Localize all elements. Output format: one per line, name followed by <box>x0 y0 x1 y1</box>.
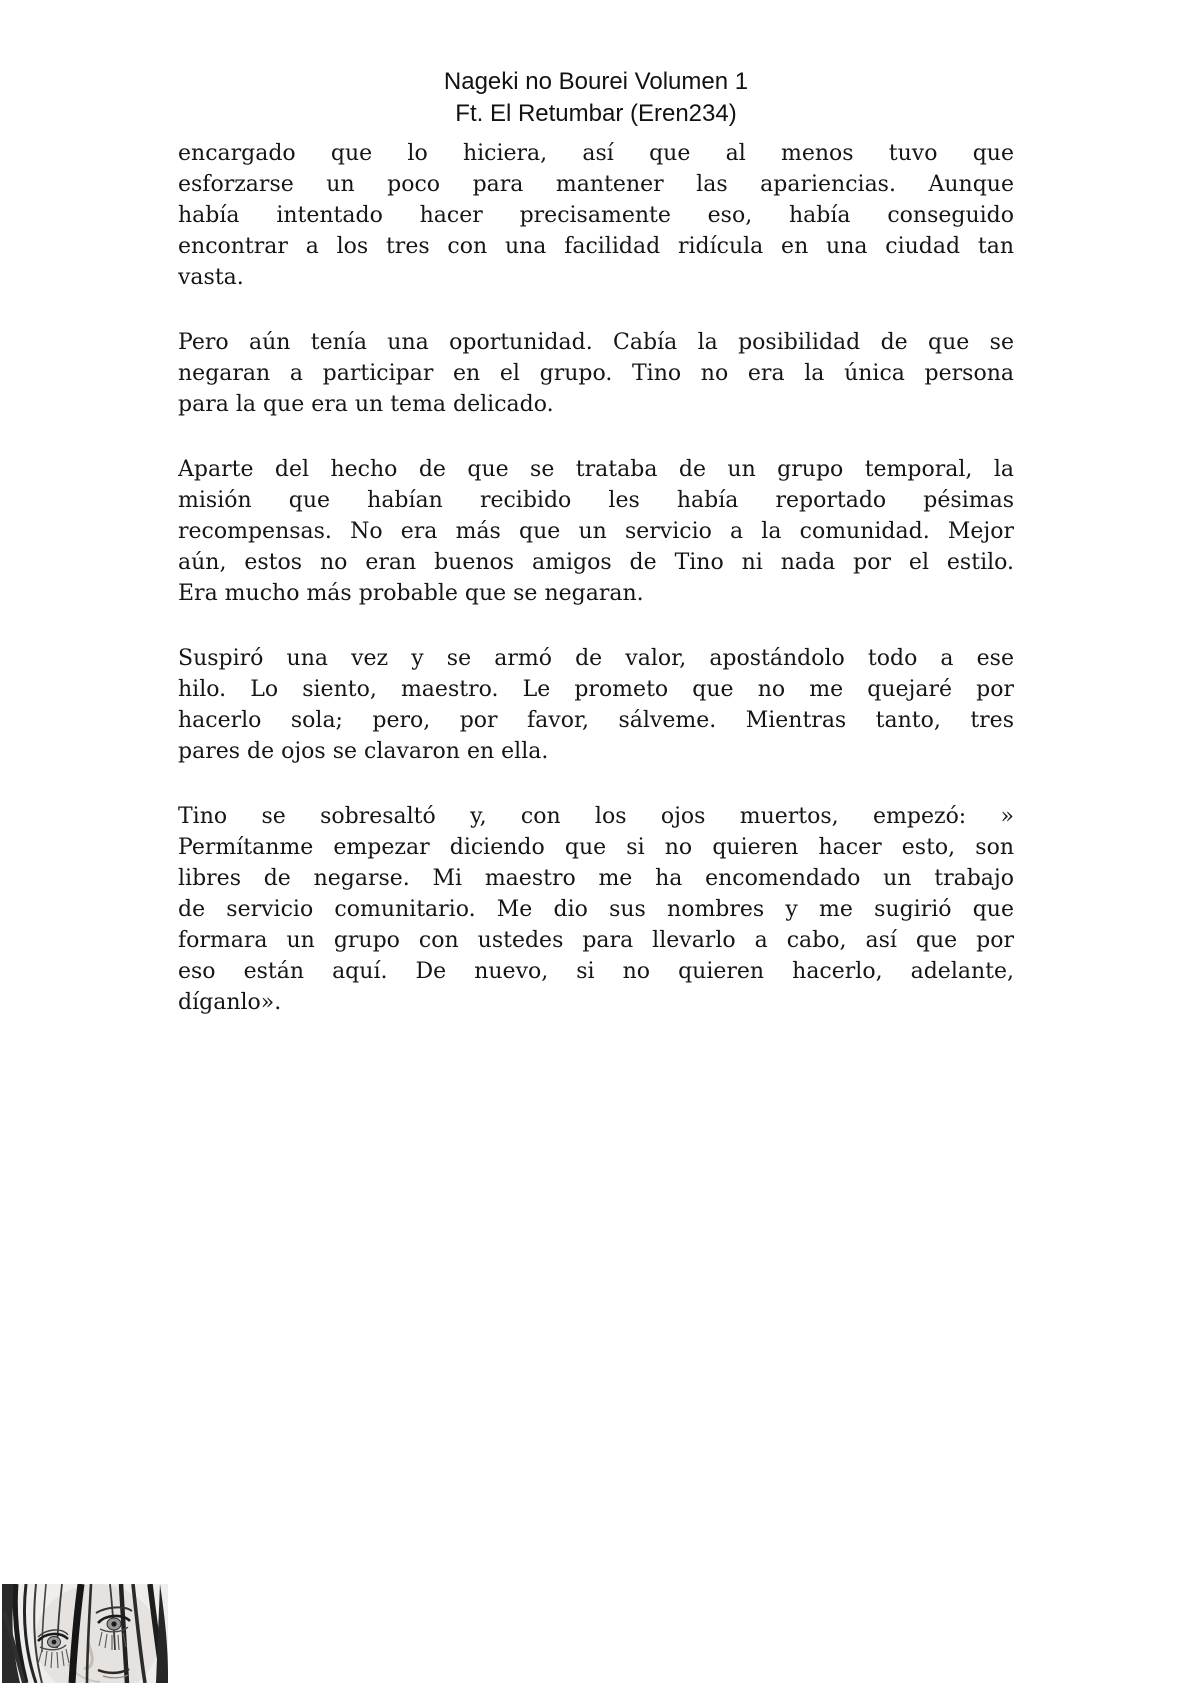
text-line: libres de negarse. Mi maestro me ha encomendado un trabajo <box>178 866 1014 891</box>
document-content <box>178 66 1014 1018</box>
text-line: esforzarse un poco para mantener las apariencias. Aunque <box>178 172 1014 197</box>
text-line: aún, estos no eran buenos amigos de Tino ni nada por el estilo. <box>178 550 1014 575</box>
paragraph <box>178 643 1014 767</box>
text-line: hilo. Lo siento, maestro. Le prometo que no me quejaré por <box>178 677 1014 702</box>
text-line: recompensas. No era más que un servicio a la comunidad. Mejor <box>178 519 1014 544</box>
paragraph <box>178 454 1014 609</box>
footer-illustration <box>2 1584 168 1683</box>
text-line: Era mucho más probable que se negaran. <box>178 581 644 606</box>
text-line: encontrar a los tres con una facilidad ridícula en una ciudad tan <box>178 234 1014 259</box>
document-subtitle: Ft. El Retumbar (Eren234) <box>455 100 737 127</box>
text-line: pares de ojos se clavaron en ella. <box>178 739 549 764</box>
text-line: vasta. <box>178 265 244 290</box>
paragraph <box>178 801 1014 1018</box>
document-title: Nageki no Bourei Volumen 1 <box>443 68 749 95</box>
text-line: Tino se sobresaltó y, con los ojos muertos, empezó: » <box>178 804 1014 829</box>
text-line: había intentado hacer precisamente eso, había conseguido <box>178 203 1014 228</box>
text-line: Permítanme empezar diciendo que si no quieren hacer esto, son <box>178 835 1014 860</box>
text-line: eso están aquí. De nuevo, si no quieren hacerlo, adelante, <box>178 959 1014 984</box>
paragraph <box>178 138 1014 293</box>
text-line: para la que era un tema delicado. <box>178 392 554 417</box>
document-header <box>178 66 1014 130</box>
text-line: negaran a participar en el grupo. Tino no era la única persona <box>178 361 1014 386</box>
text-line: Aparte del hecho de que se trataba de un grupo temporal, la <box>178 457 1014 482</box>
manga-face-image <box>2 1584 168 1683</box>
text-line: Suspiró una vez y se armó de valor, apostándolo todo a ese <box>178 646 1014 671</box>
text-line: misión que habían recibido les había reportado pésimas <box>178 488 1014 513</box>
paragraph <box>178 327 1014 420</box>
text-line: formara un grupo con ustedes para llevarlo a cabo, así que por <box>178 928 1014 953</box>
text-line: hacerlo sola; pero, por favor, sálveme. Mientras tanto, tres <box>178 708 1014 733</box>
text-line: Pero aún tenía una oportunidad. Cabía la posibilidad de que se <box>178 330 1014 355</box>
body-paragraphs <box>178 138 1014 1018</box>
text-line: encargado que lo hiciera, así que al menos tuvo que <box>178 141 1014 166</box>
text-line: díganlo». <box>178 990 282 1015</box>
text-line: de servicio comunitario. Me dio sus nombres y me sugirió que <box>178 897 1014 922</box>
